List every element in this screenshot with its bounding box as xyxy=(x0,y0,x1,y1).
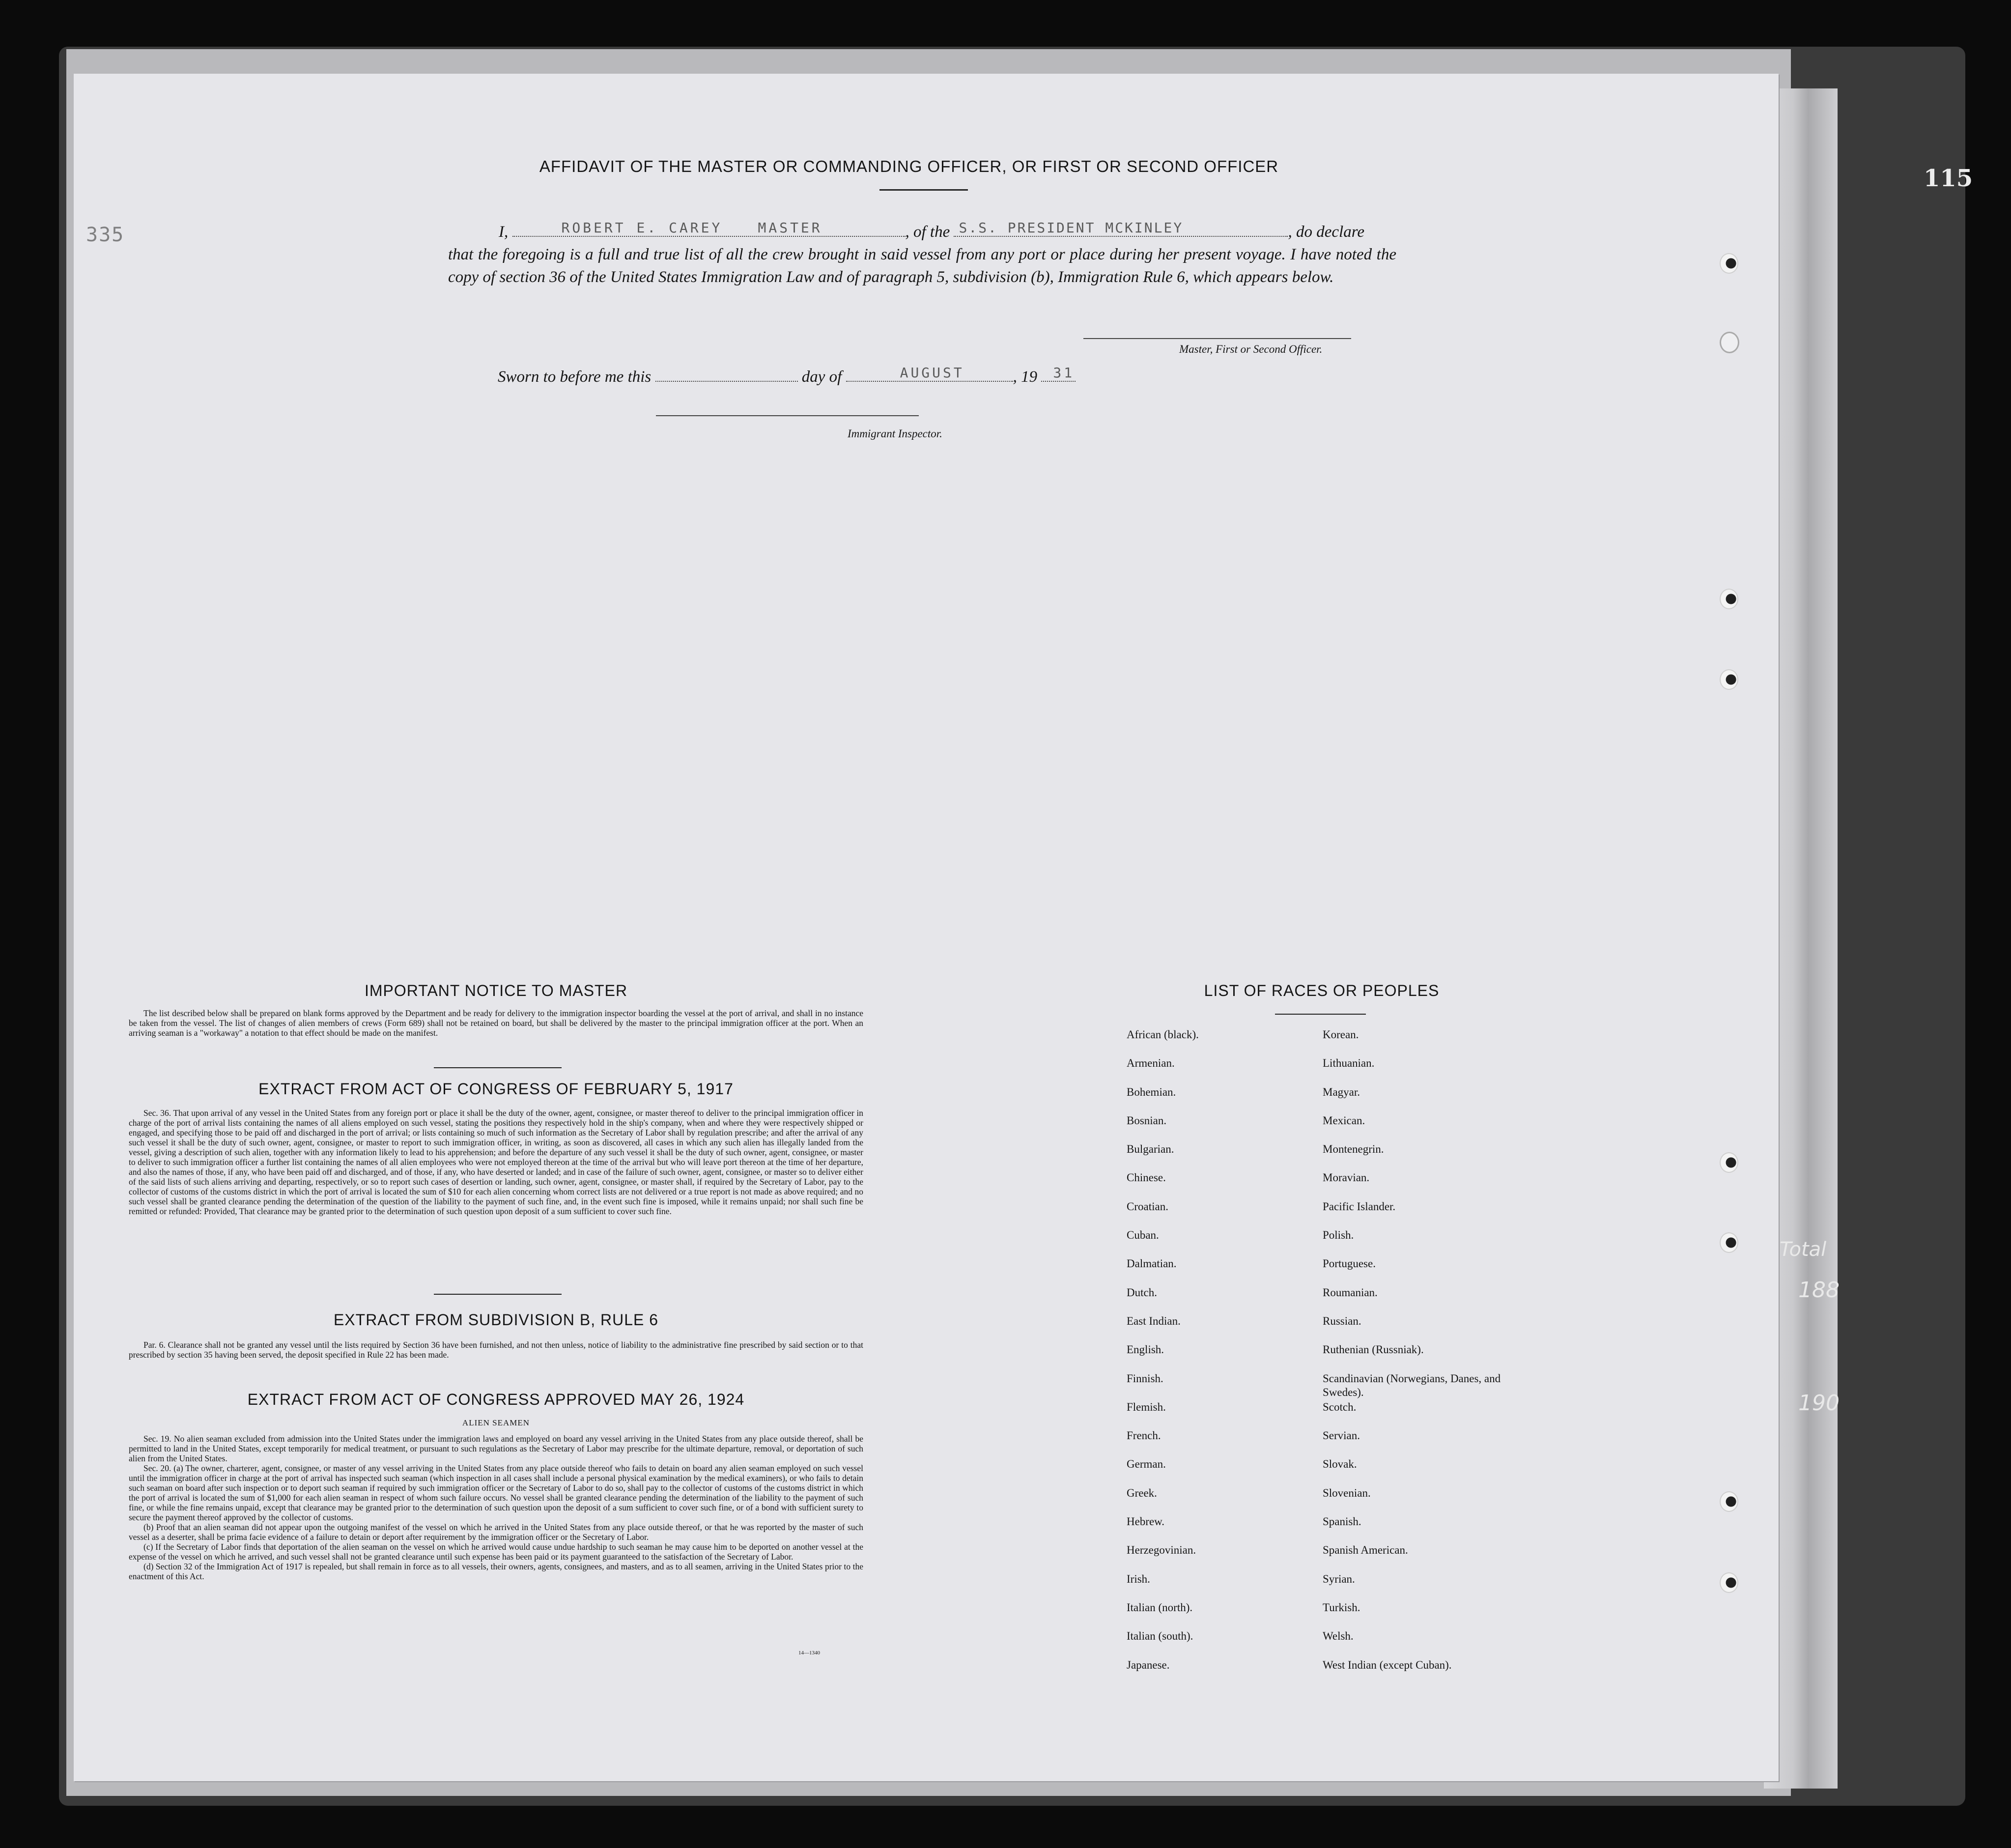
race-item: Slovak. xyxy=(1323,1458,1357,1471)
race-item: Dutch. xyxy=(1127,1286,1157,1299)
margin-figure-2: 190 xyxy=(1798,1391,1840,1416)
race-item: Pacific Islander. xyxy=(1323,1200,1396,1213)
race-item: Scandinavian (Norwegians, Danes, and Swedes). xyxy=(1323,1372,1501,1398)
notice-paragraph: The list described below shall be prepared on blank forms approved by the Department and be ready for delivery to the immigration inspector boarding the vessel at the port of arrival, and shall in no instance be taken from the vessel. The list of changes of alien members of crews (Form 689) shall not be retained on board, but shall be delivered by the master to the principal immigration officer at the port. When an arriving seaman is a "workaway" a notation to that effect should be made on the manifest. xyxy=(129,1008,863,1038)
declaration-line xyxy=(499,221,1364,240)
sworn-month-blank xyxy=(846,366,1013,382)
sworn-month: AUGUST xyxy=(900,365,964,381)
races-right-column xyxy=(1323,1028,1529,1687)
races-left-column xyxy=(1127,1028,1313,1687)
section-20b-paragraph: (b) Proof that an alien seaman did not appear upon the outgoing manifest of the vessel on which he arrived in the United States from any place outside thereof, or that he was reported by the master of such vessel as a deserter, shall be prima facie evidence of a failure to detain or deport after requirement by the immigration officer or the Secretary of Labor. xyxy=(129,1522,863,1542)
margin-stamp: 335 xyxy=(86,224,125,246)
race-item: Russian. xyxy=(1323,1314,1361,1327)
punch-hole xyxy=(1720,332,1739,353)
race-item: Mexican. xyxy=(1323,1114,1365,1127)
margin-total-label: Total xyxy=(1780,1238,1827,1261)
vessel-name: S.S. PRESIDENT MCKINLEY xyxy=(959,220,1184,236)
race-item: Japanese. xyxy=(1127,1658,1170,1671)
day-of-text: day of xyxy=(801,368,842,386)
inspector-signature-line xyxy=(656,415,919,416)
race-item: Scotch. xyxy=(1323,1400,1357,1413)
race-item: Greek. xyxy=(1127,1486,1157,1499)
punch-hole xyxy=(1720,589,1738,609)
section-20c-paragraph: (c) If the Secretary of Labor finds that deportation of the alien seaman on the vessel on which he arrived would cause undue hardship to such seaman he may cause him to be deported on another vessel at the expense of the vessel on which he arrived, and such vessel shall not be granted clearance until such expense has been paid or its payment guaranteed to the satisfaction of the Secretary of Labor. xyxy=(129,1542,863,1562)
notice-text xyxy=(129,1008,863,1038)
race-item: Portuguese. xyxy=(1323,1257,1376,1270)
extract-1917-title: EXTRACT FROM ACT OF CONGRESS OF FEBRUARY 5, 1917 xyxy=(258,1080,734,1098)
affidavit-statement: that the foregoing is a full and true list of all the crew brought in said vessel from any port or place during her present voyage. I have noted the copy of section 36 of the United States Immigration Law and of paragraph 5, subdivision (b), Immigration Rule 6, which appears below. xyxy=(448,246,1396,286)
race-item: Bohemian. xyxy=(1127,1085,1176,1098)
section-rule xyxy=(434,1294,562,1295)
extract-1924-title: EXTRACT FROM ACT OF CONGRESS APPROVED MAY 26, 1924 xyxy=(247,1391,745,1408)
form-number: 14—1340 xyxy=(798,1650,820,1656)
race-item: Lithuanian. xyxy=(1323,1057,1375,1070)
race-item: Syrian. xyxy=(1323,1572,1355,1585)
punch-hole xyxy=(1720,1232,1738,1253)
race-item: Roumanian. xyxy=(1323,1286,1378,1299)
race-item: Montenegrin. xyxy=(1323,1143,1384,1156)
punch-hole xyxy=(1720,253,1738,274)
extract-1924-text xyxy=(129,1434,863,1581)
title-rule xyxy=(879,189,968,191)
race-item: German. xyxy=(1127,1458,1166,1471)
section-rule xyxy=(434,1067,562,1068)
race-item: Moravian. xyxy=(1323,1171,1370,1184)
race-item: Bosnian. xyxy=(1127,1114,1167,1127)
race-item: Magyar. xyxy=(1323,1085,1360,1098)
race-item: Korean. xyxy=(1323,1028,1359,1041)
race-item: French. xyxy=(1127,1429,1161,1442)
section-36-paragraph xyxy=(129,1108,863,1216)
races-title: LIST OF RACES OR PEOPLES xyxy=(1204,982,1440,999)
line-prefix: I, xyxy=(499,223,509,241)
race-item: Ruthenian (Russniak). xyxy=(1323,1343,1424,1356)
declarant-rank: MASTER xyxy=(758,220,822,236)
race-item: Irish. xyxy=(1127,1572,1150,1585)
race-item: Italian (north). xyxy=(1127,1601,1193,1614)
race-item: Turkish. xyxy=(1323,1601,1360,1614)
rule6-paragraph: Par. 6. Clearance shall not be granted any vessel until the lists required by Section 36 have been furnished, and not then unless, notice of liability to the administrative fine prescribed by said section or to that prescribed by section 35 having been served, the deposit specified in Rule 22 has been made. xyxy=(129,1340,863,1360)
extract-rule6-text xyxy=(129,1340,863,1360)
master-signature-line xyxy=(1083,338,1351,339)
affidavit-title: AFFIDAVIT OF THE MASTER OR COMMANDING OFFICER, OR FIRST OR SECOND OFFICER xyxy=(539,157,1279,175)
race-item: Finnish. xyxy=(1127,1372,1163,1385)
race-item: African (black). xyxy=(1127,1028,1199,1041)
race-item: Bulgarian. xyxy=(1127,1143,1174,1156)
race-item: Flemish. xyxy=(1127,1400,1166,1413)
master-caption: Master, First or Second Officer. xyxy=(1179,343,1323,355)
race-item: Polish. xyxy=(1323,1229,1354,1242)
punch-hole xyxy=(1720,669,1738,690)
punch-hole xyxy=(1720,1152,1738,1173)
vessel-blank xyxy=(954,221,1288,237)
race-item: Dalmatian. xyxy=(1127,1257,1177,1270)
race-item: Italian (south). xyxy=(1127,1630,1193,1643)
section-label: Sec. 36. xyxy=(143,1108,171,1118)
extract-1917-text xyxy=(129,1108,863,1216)
year-blank xyxy=(1041,366,1076,382)
race-item: Herzegovinian. xyxy=(1127,1544,1196,1557)
of-the-text: , of the xyxy=(905,223,950,241)
race-item: Croatian. xyxy=(1127,1200,1168,1213)
extract-rule6-title: EXTRACT FROM SUBDIVISION B, RULE 6 xyxy=(333,1311,659,1329)
notice-title: IMPORTANT NOTICE TO MASTER xyxy=(364,982,628,999)
alien-seamen-subtitle: ALIEN SEAMEN xyxy=(462,1418,530,1427)
section-20a-paragraph: Sec. 20. (a) The owner, charterer, agent, consignee, or master of any vessel arriving in the United States from any place outside thereof who fails to detain on board any alien seaman employed on such vessel until the immigration officer in charge at the port of arrival has inspected such seaman (which inspection in all cases shall include a personal physical examination by the medical examiners), or who fails to detain such seaman on board after such inspection or to deport such seaman if required by such immigration officer or the Secretary of Labor to do so, shall pay to the collector of customs of the customs district in which the port of arrival is located the sum of $1,000 for each alien seaman in respect of whom such failure occurs. No vessel shall be granted clearance pending the determination of the liability to the payment of such fine, or while the fine remains unpaid, except that clearance may be granted prior to the determination of such question upon the deposit of a sum sufficient to cover such fine, or of a bond with sufficient surety to secure the payment thereof approved by the collector of customs. xyxy=(129,1463,863,1522)
races-title-rule xyxy=(1275,1014,1366,1015)
declarant-name: ROBERT E. CAREY xyxy=(561,220,723,236)
inspector-caption: Immigrant Inspector. xyxy=(848,427,942,440)
page-number: 115 xyxy=(1924,165,1973,192)
race-item: Armenian. xyxy=(1127,1057,1175,1070)
race-item: Cuban. xyxy=(1127,1229,1159,1242)
race-item: Slovenian. xyxy=(1323,1486,1371,1499)
race-item: Chinese. xyxy=(1127,1171,1166,1184)
sworn-year: 31 xyxy=(1053,365,1075,381)
section-36-text: That upon arrival of any vessel in the United States from any foreign port or place it shall be the duty of the owner, agent, consignee, or master thereof to deliver to the principal immigration officer in charge of the port of arrival lists containing the names of all aliens employed on such vessel, stating the positions they respectively hold in the ship's company, when and where they were respectively shipped or engaged, and specifying those to be paid off and discharged in the port of arrival; or lists containing so much of such information as the Secretary of Labor shall by regulation prescribe; and after the arrival of any such vessel it shall be the duty of such owner, agent, consignee, or master to report to such immigration officer, in writing, as soon as discovered, all cases in which any such alien has illegally landed from the vessel, giving a description of such alien, together with any information likely to lead to his apprehension; and before the departure of any such vessel it shall be the duty of such owner, agent, consignee, or master to deliver to such immigration officer a further list containing the names of all alien employees who were not employed thereon at the time of the arrival but who will leave port thereon at the time of her departure, and also the names of those, if any, who have been paid off and discharged, and of those, if any, who have deserted or landed; and in case of the failure of such owner, agent, consignee, or master so to deliver either of the said lists of such aliens arriving and departing, respectively, or so to report such cases of desertion or landing, such owner, agent, consignee, or master shall, if required by the Secretary of Labor, pay to the collector of customs of the customs district in which the port of arrival is located the sum of $10 for each alien concerning whom correct lists are not delivered or a true report is not made as above required; and no such vessel shall be granted clearance pending the determination of the question of the liability to the payment of such fine, and, in the event such fine is imposed, while it remains unpaid; nor shall such fine be remitted or refunded: Provided, That clearance may be granted prior to the determination of such question upon deposit of a sum sufficient to cover such fine. xyxy=(129,1108,863,1216)
section-19-paragraph: Sec. 19. No alien seaman excluded from admission into the United States under the immigration laws and employed on board any vessel arriving in the United States from any place outside thereof, shall be permitted to land in the United States, except temporarily for medical treatment, or pursuant to such regulations as the Secretary of Labor may prescribe for the ultimate departure, removal, or deportation of such alien from the United States. xyxy=(129,1434,863,1463)
sworn-line xyxy=(498,366,1076,385)
sworn-day-blank xyxy=(655,381,798,382)
year-prefix: , 19 xyxy=(1013,368,1038,386)
race-item: West Indian (except Cuban). xyxy=(1323,1658,1452,1671)
race-item: East Indian. xyxy=(1127,1314,1181,1327)
punch-hole xyxy=(1720,1572,1738,1593)
do-declare-text: , do declare xyxy=(1288,223,1364,241)
declarant-blank xyxy=(512,221,906,237)
margin-figure-1: 188 xyxy=(1798,1278,1840,1303)
race-item: Hebrew. xyxy=(1127,1515,1165,1528)
race-item: Spanish. xyxy=(1323,1515,1361,1528)
race-item: Welsh. xyxy=(1323,1630,1354,1643)
race-item: Servian. xyxy=(1323,1429,1360,1442)
race-item: English. xyxy=(1127,1343,1164,1356)
race-item: Spanish American. xyxy=(1323,1544,1408,1557)
section-20d-paragraph: (d) Section 32 of the Immigration Act of 1917 is repealed, but shall remain in force as to all vessels, their owners, agents, consignees, and masters, and as to all seamen, arriving in the United States prior to the enactment of this Act. xyxy=(129,1562,863,1581)
sworn-prefix: Sworn to before me this xyxy=(498,368,651,386)
punch-hole xyxy=(1720,1491,1738,1512)
